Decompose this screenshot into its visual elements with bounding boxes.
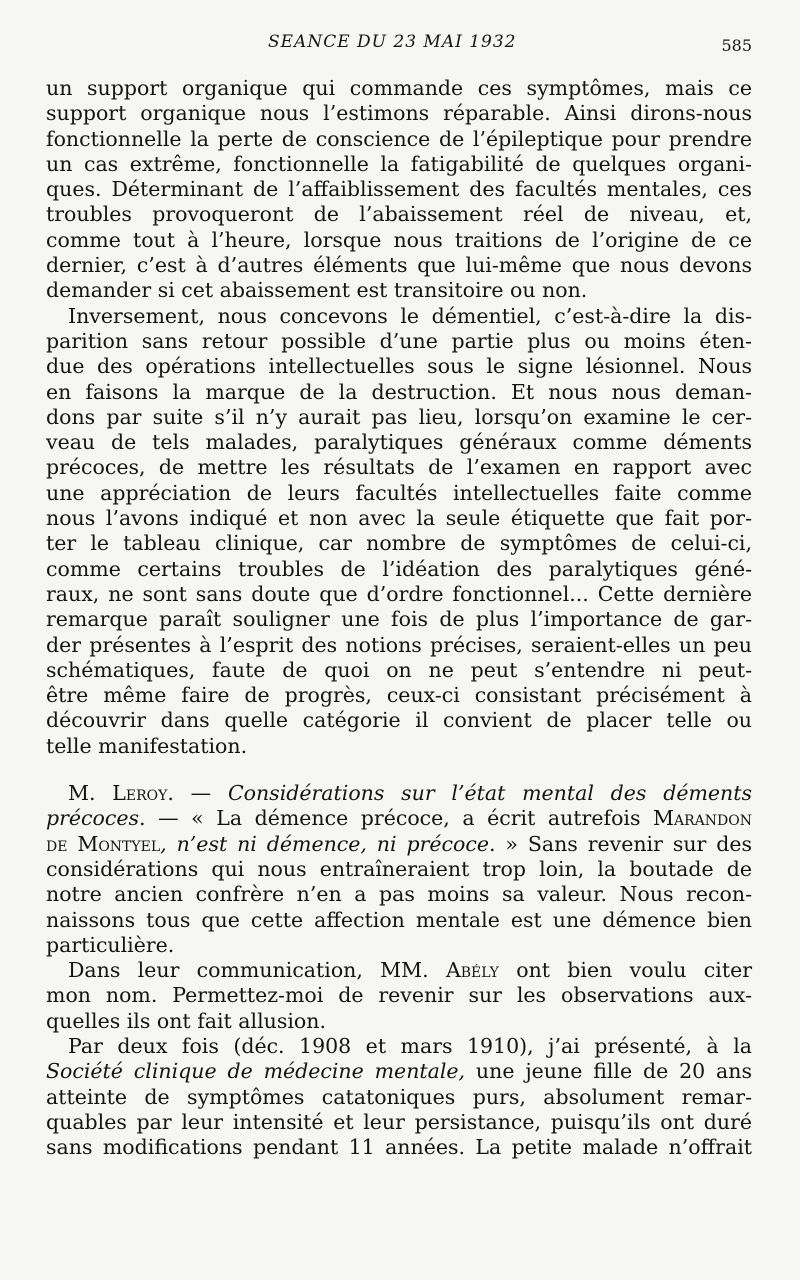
text-line: fonctionnelle la perte de conscience de l’épileptique pour prendre [46,126,752,151]
text-line: découvrir dans quelle catégorie il convient de placer telle ou [46,708,752,733]
text-line: un support organique qui commande ces symptômes, mais ce [46,76,752,100]
inline-text: ont bien voulu citer [498,958,752,983]
author-name: Leroy [112,781,168,806]
text-line: quables par leur intensité et leur persistance, puisqu’ils ont duré [46,1109,752,1134]
paragraph-5 [46,1034,752,1160]
text-line [46,781,752,806]
text-line: dernier, c’est à d’autres éléments que lui-même que nous devons [46,253,752,278]
section-title-end: précoces [46,806,140,831]
text-line: précoces, de mettre les résultats de l’examen en rapport avec [46,455,752,480]
text-line: quelles ils ont fait allusion. [46,1008,326,1033]
text-line: considérations qui nous entraîneraient trop loin, la boutade de [46,856,752,881]
text-line: naissons tous que cette affection mentale est une démence bien [46,907,752,932]
cited-name: Abély [445,958,499,983]
society-name: Société clinique de médecine mentale, [46,1059,466,1084]
text-line: mon nom. Permettez-moi de revenir sur les observations aux- [46,983,752,1008]
paragraph-1 [46,76,752,304]
paragraph-3 [46,781,752,958]
text-line [46,1059,752,1084]
text-line: Inversement, nous concevons le démentiel, c’est-à-dire la dis- [68,303,752,328]
text-line: demander si cet abaissement est transitoire ou non. [46,278,588,303]
section-title: Considérations sur l’état mental des déments [227,781,752,806]
inline-text: Dans leur communication, MM. [68,958,446,983]
page-number: 585 [721,36,752,55]
text-line: nous l’avons indiqué et non avec la seule étiquette que fait por- [46,506,752,531]
inline-text: . — « La démence précoce, a écrit autrefois [139,806,654,831]
dash-text: . — [167,781,228,806]
paragraph-2 [46,304,752,759]
cited-name: de Montyel [46,831,161,856]
header-title: SEANCE DU 23 MAI 1932 [268,32,517,52]
text-line: être même faire de progrès, ceux-ci consistant précisément à [46,683,752,708]
text-line [46,806,752,831]
text-line: atteinte de symptômes catatoniques purs, absolument remar- [46,1084,752,1109]
text-line: une appréciation de leurs facultés intellectuelles faite comme [46,480,752,505]
text-line: ques. Déterminant de l’affaiblissement des facultés mentales, ces [46,177,752,202]
text-line: support organique nous l’estimons réparable. Ainsi dirons-nous [46,101,752,126]
inline-text: une jeune fille de 20 ans [465,1059,752,1084]
text-line: veau de tels malades, paralytiques généraux comme déments [46,430,752,455]
author-prefix: M. [68,781,113,806]
text-line: comme tout à l’heure, lorsque nous traitions de l’origine de ce [46,227,752,252]
body-text [46,76,752,1160]
paragraph-4 [46,958,752,1034]
text-line [46,832,752,857]
running-header [0,32,800,56]
text-line: telle manifestation. [46,733,248,758]
text-line: en faisons la marque de la destruction. Et nous nous deman- [46,379,752,404]
text-line [46,958,752,983]
text-line: comme certains troubles de l’idéation des paralytiques géné- [46,556,752,581]
text-line: sans modifications pendant 11 années. La petite malade n’offrait [46,1135,752,1160]
text-line: schématiques, faute de quoi on ne peut s’entendre ni peut- [46,657,752,682]
text-line: due des opérations intellectuelles sous le signe lésionnel. Nous [46,354,752,379]
text-line: parition sans retour possible d’une partie plus ou moins éten- [46,328,752,353]
text-line: ter le tableau clinique, car nombre de symptômes de celui-ci, [46,531,752,556]
text-line: dons par suite s’il n’y aurait pas lieu, lorsqu’on examine le cer- [46,404,752,429]
inline-text: » Sans revenir sur des [495,831,753,856]
text-line: remarque paraît souligner une fois de plus l’importance de gar- [46,607,752,632]
text-line: troubles provoqueront de l’abaissement réel de niveau, et, [46,202,752,227]
text-line: Par deux fois (déc. 1908 et mars 1910), j’ai présenté, à la [68,1033,752,1058]
paragraph-gap [46,759,752,781]
text-line: raux, ne sont sans doute que d’ordre fonctionnel... Cette dernière [46,581,752,606]
cited-name: Marandon [653,806,752,831]
text-line: un cas extrême, fonctionnelle la fatigabilité de quelques organi- [46,151,752,176]
text-line: particulière. [46,932,175,957]
quote-text: , n’est ni démence, ni précoce. [160,831,496,856]
text-line: der présentes à l’esprit des notions précises, seraient-elles un peu [46,632,752,657]
text-line: notre ancien confrère n’en a pas moins sa valeur. Nous recon- [46,882,752,907]
